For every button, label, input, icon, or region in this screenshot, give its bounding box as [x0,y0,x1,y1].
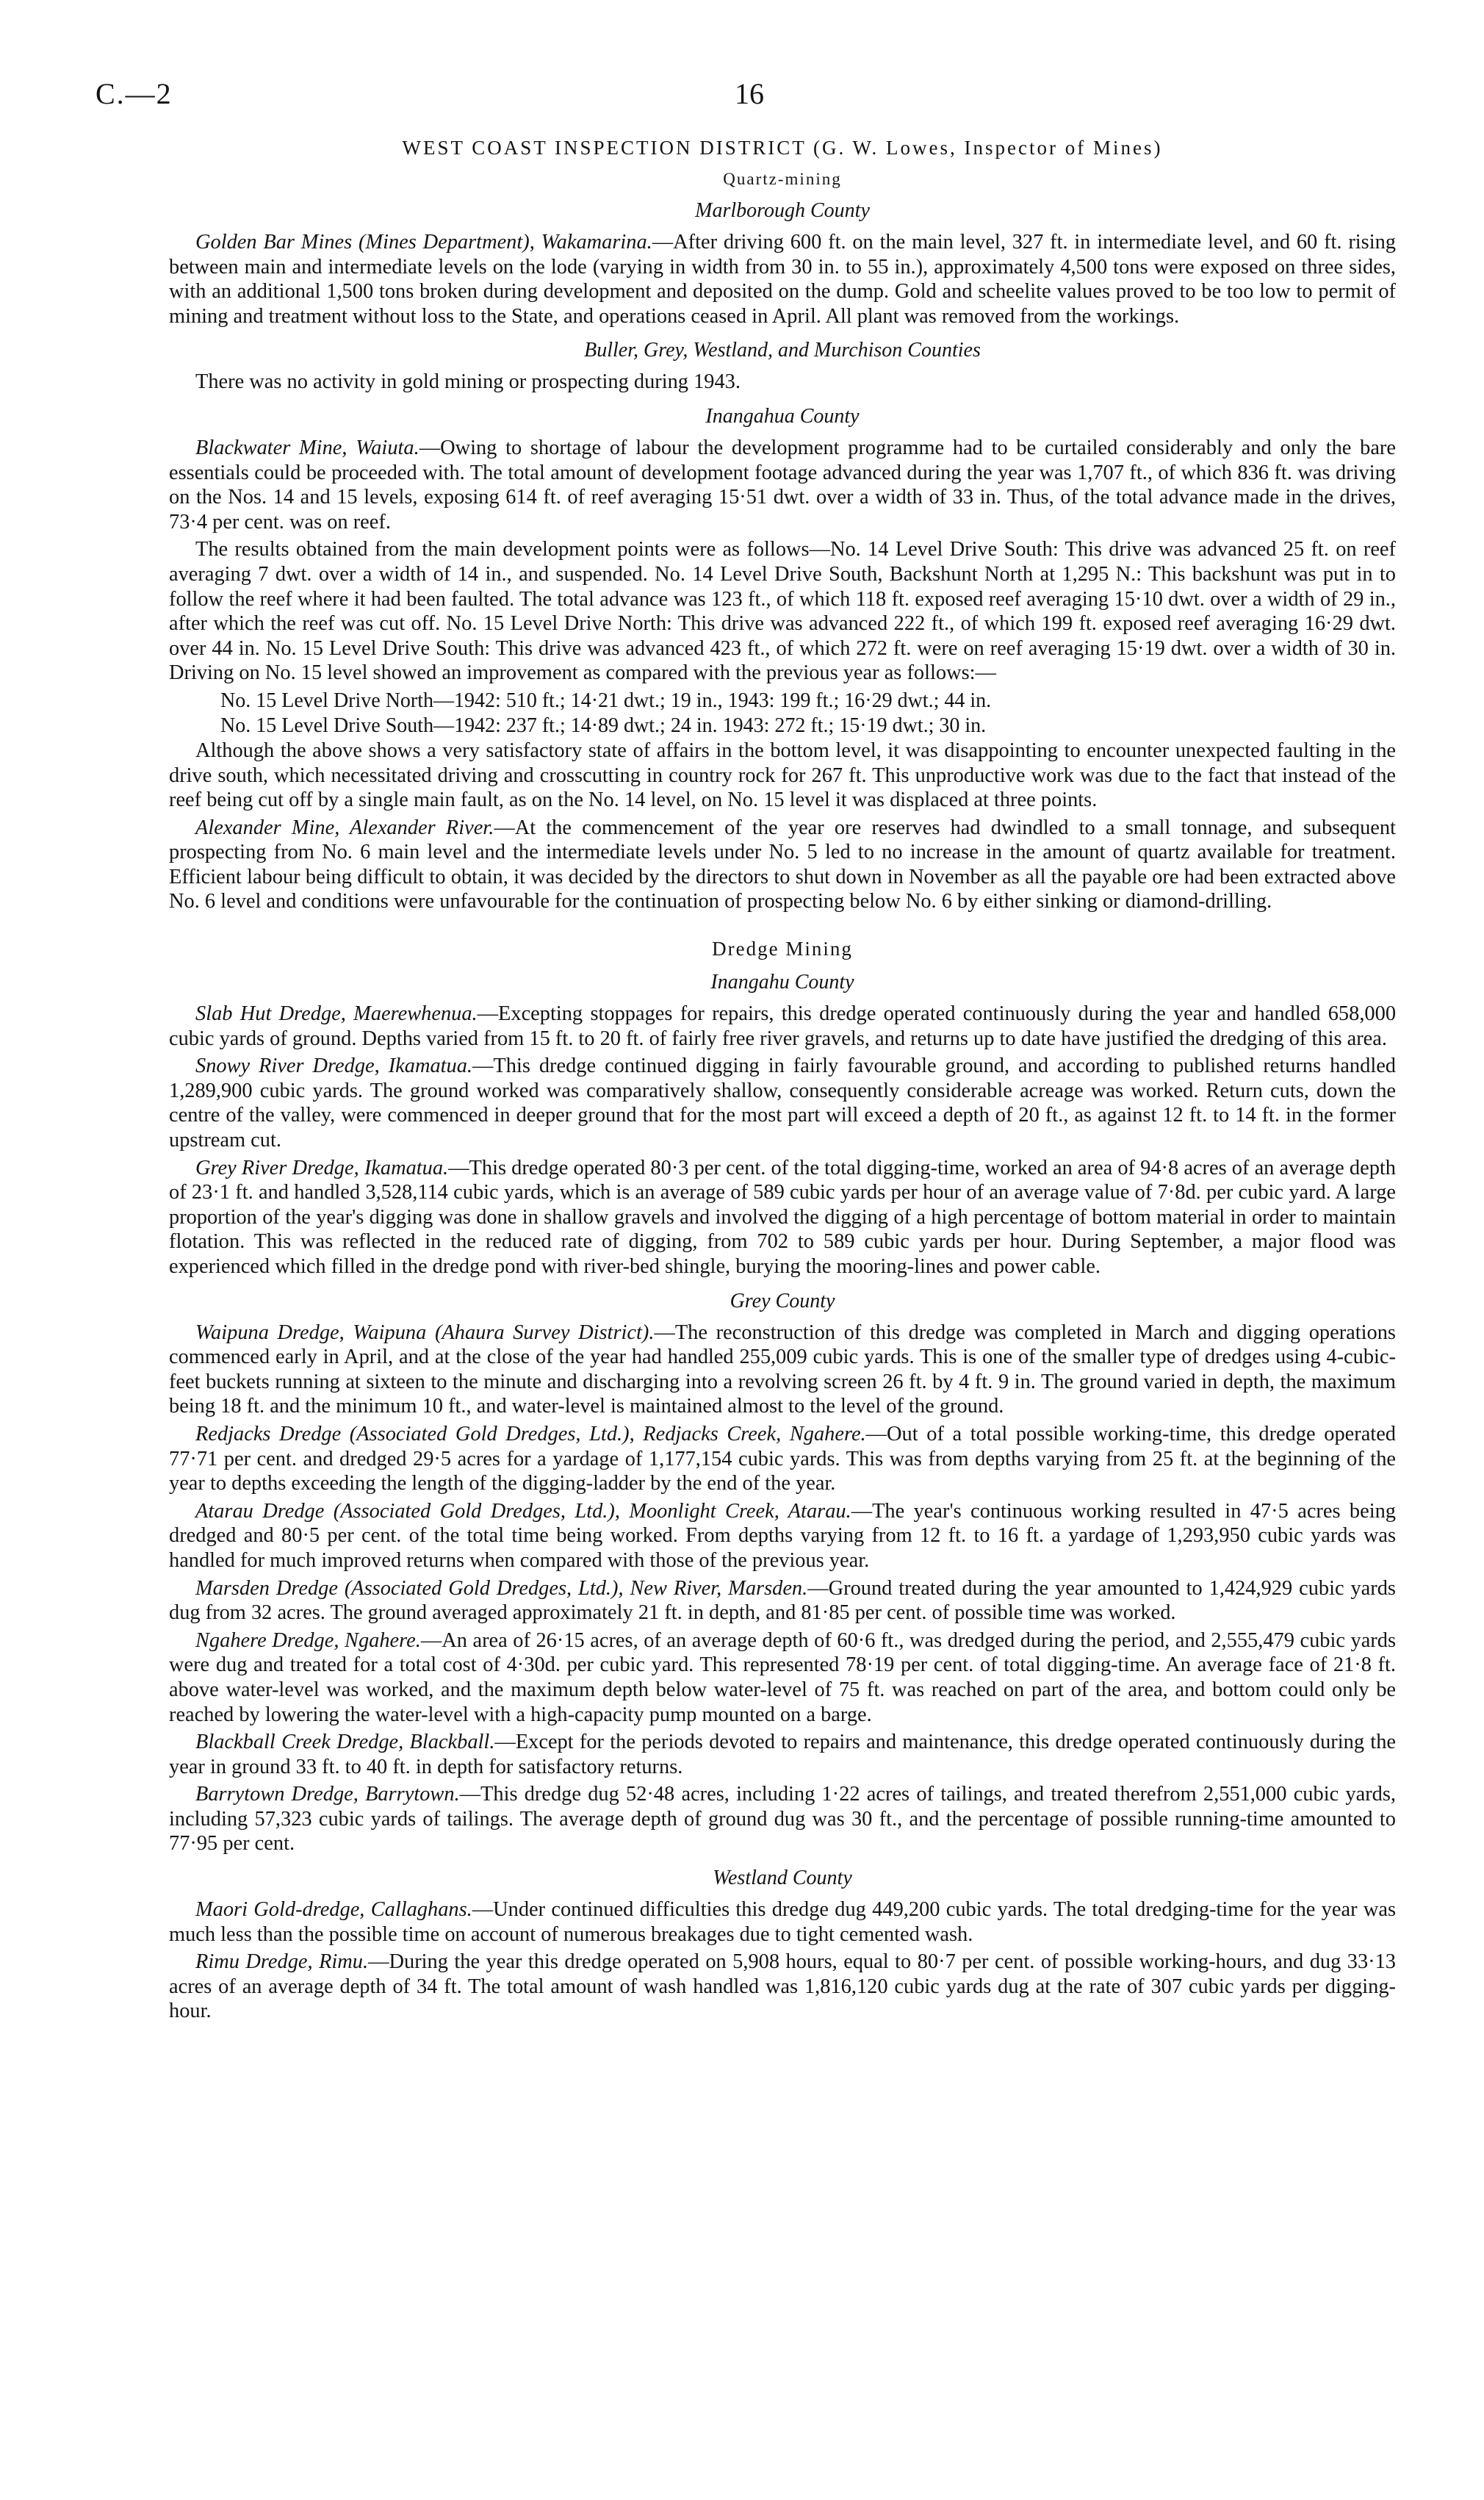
paragraph-buller: There was no activity in gold mining or prospecting during 1943. [195,370,741,394]
paragraph-text: —Out of a total possible working-time, this dredge operated 77·71 per cent. and dredged 29·5 acres for a yardage of 1,177,154 cubic yards. This was from depths varying from 25 ft. at the beginning of the year to depths exceeding the length of the digging-ladder by the end of the year. [169,1422,1396,1495]
paragraph-text: —Under continued difficulties this dredge dug 449,200 cubic yards. The total dredging-time for the year was much less than the possible time on account of numerous breakages due to tight cemented wash. [169,1898,1396,1946]
paragraph-text: —This dredge dug 52·48 acres, including 1·22 acres of tailings, and treated therefrom 2,551,000 cubic yards, including 57,323 cubic yards of tailings. The average depth of ground dug was 30 ft., and the percentage of possible running-time amounted to 77·95 per cent. [169,1783,1396,1856]
paragraph-slab-hut [169,1002,1396,1051]
district-title: WEST COAST INSPECTION DISTRICT (G. W. Lowes, Inspector of Mines) [402,137,1163,159]
county-heading-grey: Grey County [730,1289,835,1312]
paragraph-text: —This dredge operated 80·3 per cent. of the total digging-time, worked an area of 94·8 acres of an average depth of 23·1 ft. and handled 3,528,114 cubic yards, which is an average of 589 cubic yards per hour of an average value of 7·8d. per cubic yard. A large proportion of the year's digging was done in shallow gravels and involved the digging of a high percentage of bottom material in order to maintain flotation. This was reflected in the reduced rate of digging, from 702 to 589 cubic yards per hour. During September, a major flood was experienced which filled in the dredge pond with river-bed shingle, burying the mooring-lines and power cable. [169,1156,1396,1278]
paragraph-text: —Ground treated during the year amounted to 1,424,929 cubic yards dug from 32 acres. The ground averaged approximately 21 ft. in depth, and 81·85 per cent. of possible time was worked. [169,1576,1396,1625]
paragraph-snowy-river [169,1054,1396,1152]
dredge-name: Maori Gold-dredge, Callaghans. [195,1898,472,1922]
paragraph-text: —At the commencement of the year ore reserves had dwindled to a small tonnage, and subsequent prospecting from No. 6 main level and the intermediate levels under No. 5 led to no increase in the amount of quartz available for treatment. Efficient labour being difficult to obtain, it was decided by the directors to shut down in November as all the payable ore had been extracted above No. 6 level and conditions were unfavourable for the continuation of prospecting below No. 6 by either sinking or diamond-drilling. [169,816,1396,913]
dredge-name: Barrytown Dredge, Barrytown. [195,1783,460,1806]
paragraph-waipuna [169,1321,1396,1419]
dredge-name: Snowy River Dredge, Ikamatua. [195,1055,473,1078]
dredge-mining-heading: Dredge Mining [712,938,853,960]
paragraph-rimu [169,1950,1396,2024]
county-heading-buller: Buller, Grey, Westland, and Murchison Counties [584,339,981,362]
paragraph-barrytown [169,1782,1396,1856]
county-heading-westland: Westland County [713,1867,852,1890]
paragraph-grey-river [169,1156,1396,1279]
paragraph-text: —During the year this dredge operated on 5,908 hours, equal to 80·7 per cent. of possible working-hours, and dug 33·13 acres of an average depth of 34 ft. The total amount of wash handled was 1,816,120 cubic yards dug at the rate of 307 cubic yards per digging-hour. [169,1950,1396,2023]
dredge-name: Blackball Creek Dredge, Blackball. [195,1731,495,1754]
dredge-name: Slab Hut Dredge, Maerewhenua. [195,1002,478,1026]
county-heading-inangahu: Inangahu County [710,971,854,994]
dredge-name: Grey River Dredge, Ikamatua. [195,1156,449,1179]
paragraph-text: —Owing to shortage of labour the development programme had to be curtailed considerably and only the bare essentials could be proceeded with. The total amount of development footage advanced during the year was 1,707 ft., of which 836 ft. was driving on the Nos. 14 and 15 levels, exposing 614 ft. of reef averaging 15·51 dwt. over a width of 33 in. Thus, of the total advance made in the drives, 73·4 per cent. was on reef. [169,436,1396,534]
comparison-row-north: No. 15 Level Drive North—1942: 510 ft.; 14·21 dwt.; 19 in., 1943: 199 ft.; 16·29 dwt.; 44 in. [220,689,992,712]
mine-name: Golden Bar Mines (Mines Department), Wakamarina. [195,231,652,254]
dredge-name: Redjacks Dredge (Associated Gold Dredges, Ltd.), Redjacks Creek, Ngahere. [195,1422,866,1445]
paragraph-blackwater [169,436,1396,534]
page-number: 16 [735,77,764,110]
dredge-name: Ngahere Dredge, Ngahere. [195,1628,421,1652]
paragraph-marsden [169,1576,1396,1626]
paragraph-text: —Except for the periods devoted to repairs and maintenance, this dredge operated continuously during the year in ground 33 ft. to 40 ft. in depth for satisfactory returns. [169,1731,1396,1778]
mine-name: Alexander Mine, Alexander River. [195,816,494,839]
paragraph-text: —This dredge continued digging in fairly favourable ground, and according to published returns handled 1,289,900 cubic yards. The ground worked was comparatively shallow, consequently considerable acreage was worked. Return cuts, down the centre of the valley, were commenced in deeper ground that for the most part will exceed a depth of 20 ft., as against 12 ft. to 14 ft. in the former upstream cut. [169,1055,1396,1152]
paragraph-ngahere [169,1628,1396,1727]
county-heading-inangahua: Inangahua County [705,404,860,428]
paragraph-text: —After driving 600 ft. on the main level, 327 ft. in intermediate level, and 60 ft. rising between main and intermediate levels on the lode (varying in width from 30 in. to 55 in.), approximately 4,500 tons were exposed on three sides, with an additional 1,500 tons broken during development and deposited on the dump. Gold and scheelite values proved to be too low to permit of mining and treatment without loss to the State, and operations ceased in April. All plant was removed from the workings. [169,231,1396,328]
paragraph-alexander [169,816,1396,914]
dredge-name: Marsden Dredge (Associated Gold Dredges, Ltd.), New River, Marsden. [195,1576,808,1600]
paragraph-text: —The reconstruction of this dredge was completed in March and digging operations commenced early in April, and at the close of the year had handled 255,009 cubic yards. This is one of the smaller type of dredges using 4-cubic-feet buckets running at sixteen to the minute and discharging into a revolving screen 26 ft. by 4 ft. 9 in. The ground varied in depth, the maximum being 18 ft. and the minimum 10 ft., and water-level is maintained almost to the level of the ground. [169,1321,1396,1418]
dredge-name: Atarau Dredge (Associated Gold Dredges, Ltd.), Moonlight Creek, Atarau. [195,1499,851,1523]
mine-name: Blackwater Mine, Waiuta. [195,436,419,459]
document-reference: C.—2 [96,77,173,110]
paragraph-text: —Excepting stoppages for repairs, this dredge operated continuously during the year and handled 658,000 cubic yards of ground. Depths varied from 15 ft. to 20 ft. of fairly free river gravels, and returns up to date have justified the dredging of this area. [169,1002,1397,1050]
paragraph-blackball [169,1730,1396,1779]
page-header [96,71,1396,129]
dredge-name: Waipuna Dredge, Waipuna (Ahaura Survey District). [195,1321,655,1344]
quartz-mining-heading: Quartz-mining [723,170,842,188]
paragraph-text: —An area of 26·15 acres, of an average depth of 60·6 ft., was dredged during the period, and 2,555,479 cubic yards were dug and treated for a total cost of 4·30d. per cubic yard. This represented 78·19 per cent. of total digging-time. An average face of 21·8 ft. above water-level was worked, and the maximum depth below water-level of 75 ft. was reached on part of the area, and bottom could only be reached by lowering the water-level with a high-capacity pump mounted on a barge. [169,1628,1397,1726]
paragraph-development-results: The results obtained from the main development points were as follows—No. 14 Level Drive South: This drive was advanced 25 ft. on reef averaging 7 dwt. over a width of 14 in., and suspended. No. 14 Level Drive South, Backshunt North at 1,295 N.: This backshunt was put in to follow the reef where it had been faulted. The total advance was 123 ft., of which 118 ft. exposed reef averaging 15·10 dwt. over a width of 29 in., after which the reef was cut off. No. 15 Level Drive North: This drive was advanced 222 ft., of which 199 ft. exposed reef averaging 16·29 dwt. over 44 in. No. 15 Level Drive South: This drive was advanced 423 ft., of which 272 ft. were on reef averaging 15·19 dwt. over a width of 30 in. Driving on No. 15 level showed an improvement as compared with the previous year as follows:— [169,538,1396,685]
county-heading-marlborough: Marlborough County [695,199,870,222]
paragraph-redjacks [169,1422,1396,1496]
paragraph-maori [169,1897,1396,1947]
paragraph-golden-bar [169,230,1396,328]
page [96,71,1397,2027]
dredge-name: Rimu Dredge, Rimu. [195,1950,369,1974]
paragraph-atarau [169,1499,1396,1573]
paragraph-faulting: Although the above shows a very satisfactory state of affairs in the bottom level, it was disappointing to encounter unexpected faulting in the drive south, which necessitated driving and crosscutting in country rock for 267 ft. This unproductive work was due to the fact that instead of the reef being cut off by a single main fault, as on the No. 14 level, on No. 15 level it was displaced at three points. [169,739,1396,812]
comparison-row-south: No. 15 Level Drive South—1942: 237 ft.; 14·89 dwt.; 24 in. 1943: 272 ft.; 15·19 dwt.; 30 in. [220,714,987,737]
paragraph-text: —The year's continuous working resulted in 47·5 acres being dredged and 80·5 per cent. of the total time being worked. From depths varying from 12 ft. to 16 ft. a yardage of 1,293,950 cubic yards was handled for much improved returns when compared with those of the previous year. [169,1499,1396,1572]
